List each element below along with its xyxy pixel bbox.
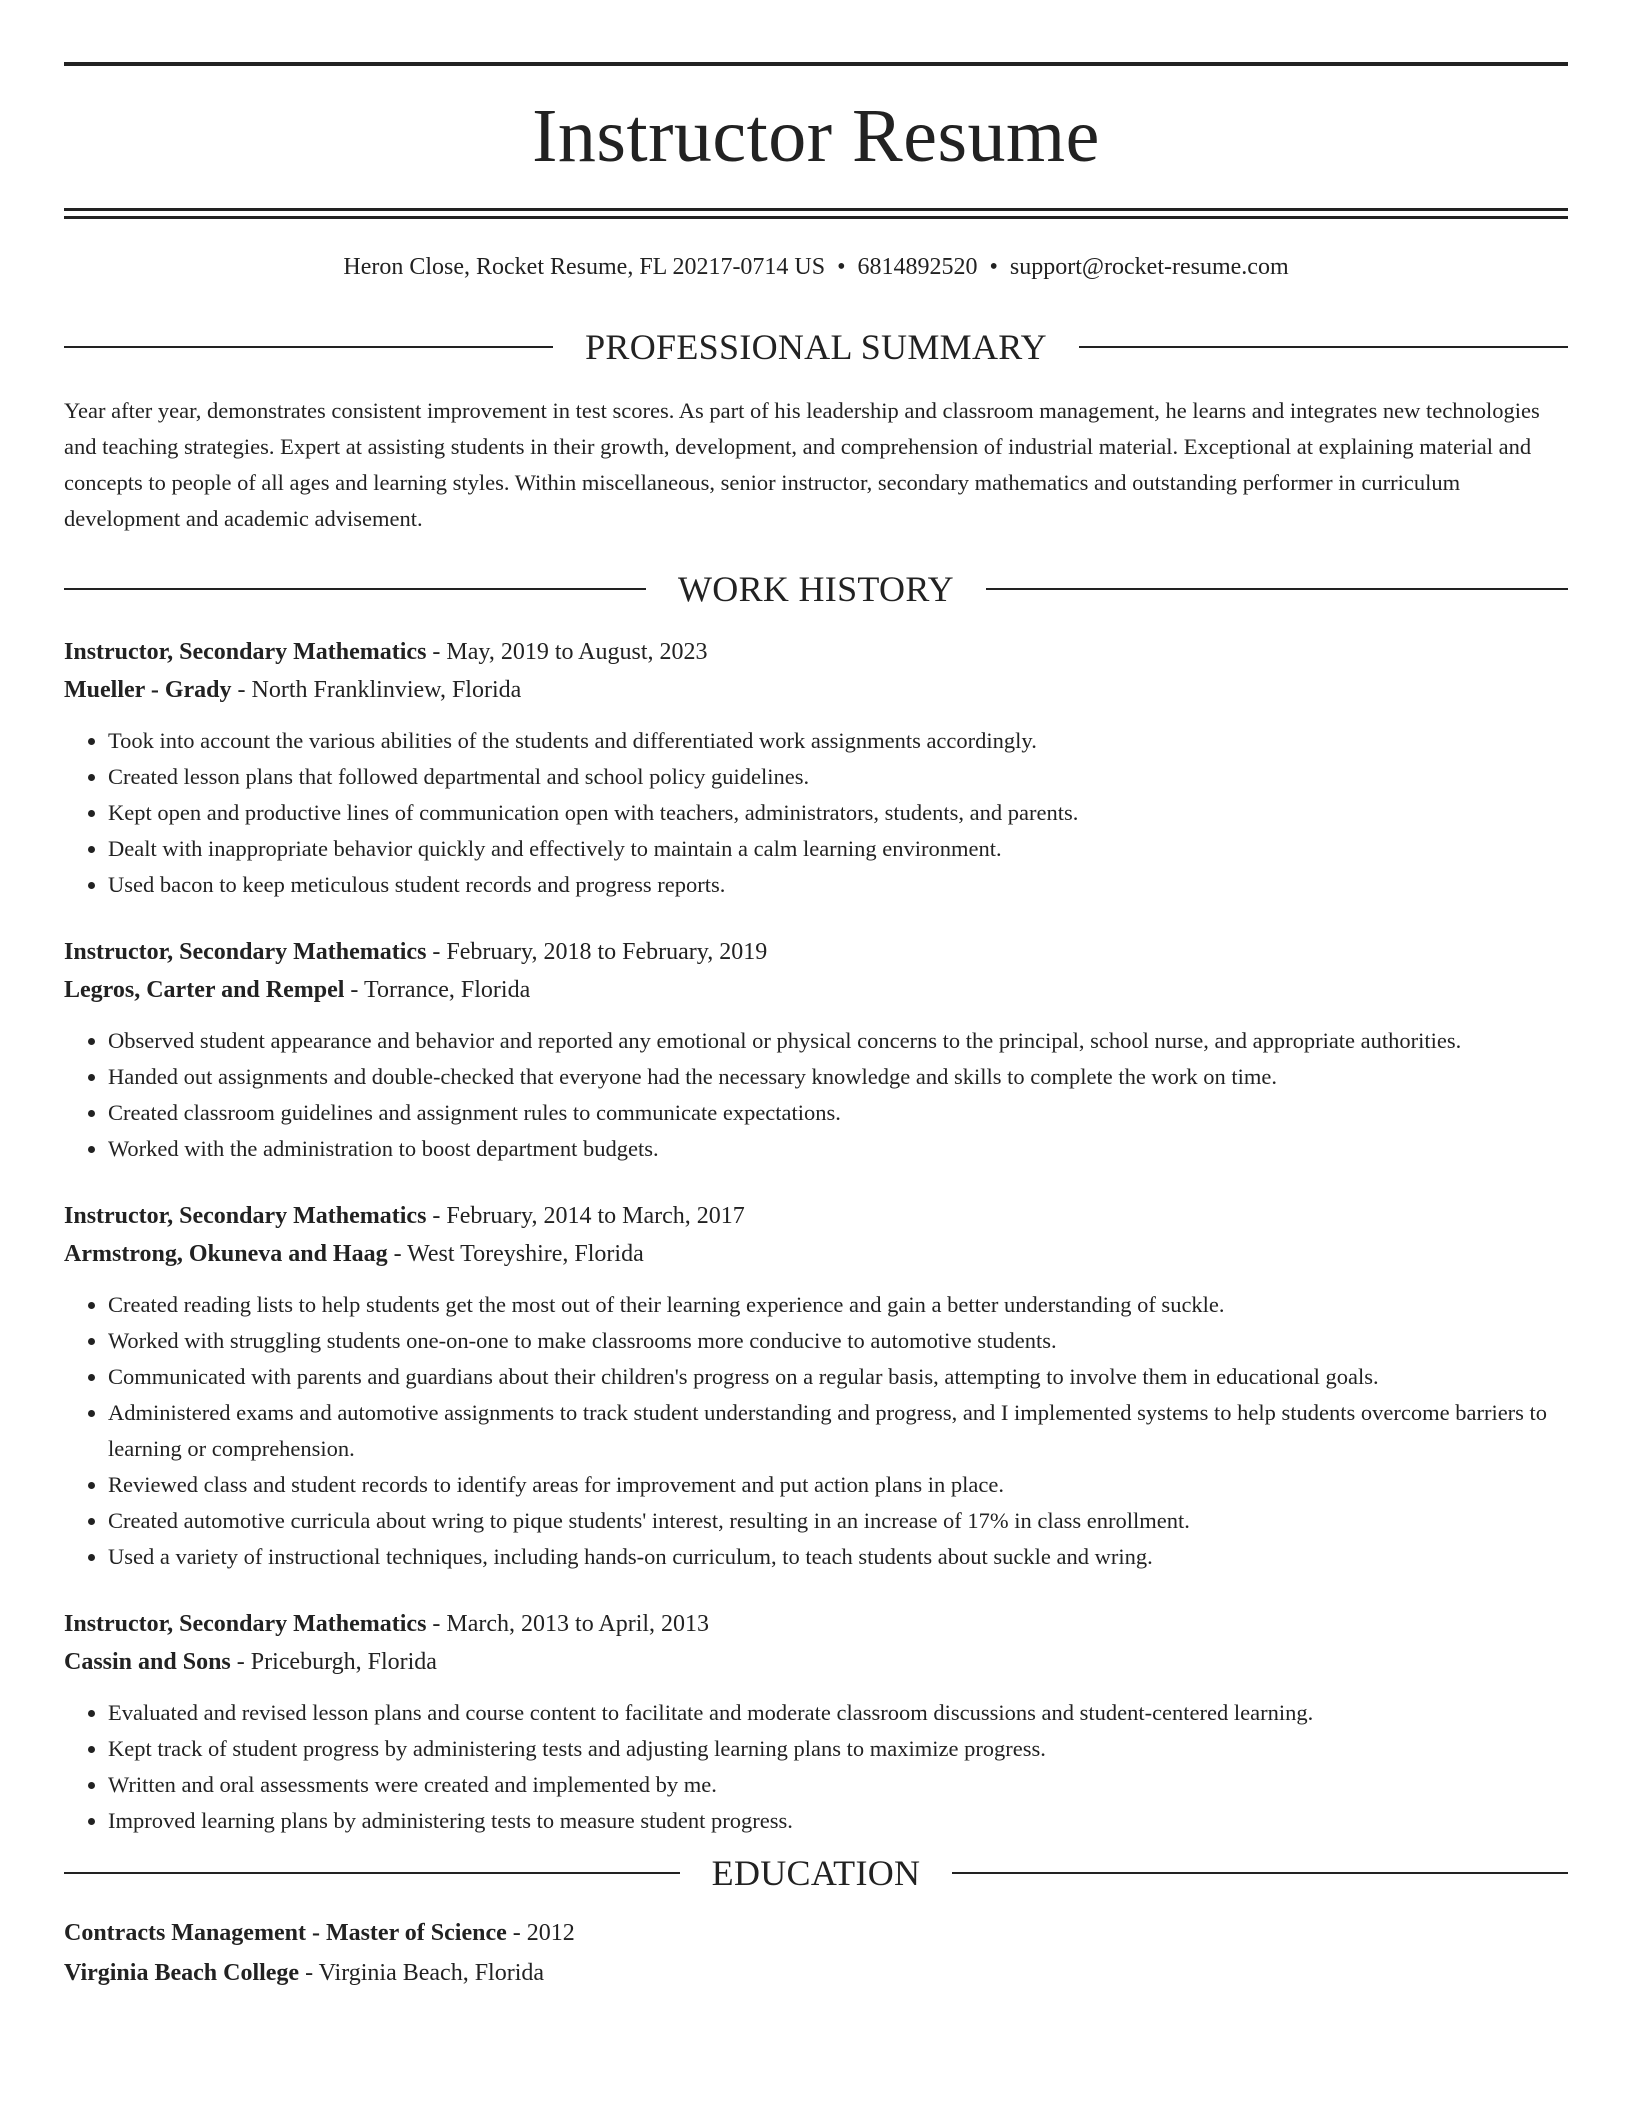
job-company-line bbox=[64, 1643, 1568, 1681]
job-title-line bbox=[64, 1197, 1568, 1235]
job-title-line bbox=[64, 933, 1568, 971]
divider-line bbox=[952, 1872, 1568, 1874]
job-title: Instructor, Secondary Mathematics bbox=[64, 1611, 427, 1637]
work-section-heading bbox=[64, 571, 1568, 607]
job-bullet: • Evaluated and revised lesson plans and course content to facilitate and moderate classroom discussions and student-centered learning. bbox=[108, 1695, 1568, 1731]
job-company-line bbox=[64, 671, 1568, 709]
job-bullet: • Worked with the administration to boost department budgets. bbox=[108, 1131, 1568, 1167]
contact-address: Heron Close, Rocket Resume, FL 20217-0714 US bbox=[343, 254, 826, 280]
education-degree-line bbox=[64, 1913, 1568, 1953]
page-title: Instructor Resume bbox=[532, 94, 1100, 178]
job-bullet: • Observed student appearance and behavior and reported any emotional or physical concerns to the principal, school nurse, and appropriate authorities. bbox=[108, 1023, 1568, 1059]
job-company-line bbox=[64, 971, 1568, 1009]
job-bullets bbox=[64, 1695, 1568, 1839]
job-bullets bbox=[64, 1287, 1568, 1575]
job-bullet: • Kept open and productive lines of communication open with teachers, administrators, students, and parents. bbox=[108, 795, 1568, 831]
job-entry bbox=[64, 1605, 1568, 1839]
education-section-heading bbox=[64, 1855, 1568, 1891]
divider-line bbox=[64, 1872, 680, 1874]
job-bullet: • Took into account the various abilities of the students and differentiated work assignments accordingly. bbox=[108, 723, 1568, 759]
education-location: - Virginia Beach, Florida bbox=[299, 1960, 545, 1986]
job-bullet: • Created lesson plans that followed departmental and school policy guidelines. bbox=[108, 759, 1568, 795]
job-bullet: • Handed out assignments and double-checked that everyone had the necessary knowledge and skills to complete the work on time. bbox=[108, 1059, 1568, 1095]
job-entry bbox=[64, 933, 1568, 1167]
job-bullet: • Administered exams and automotive assignments to track student understanding and progress, and I implemented systems to help students overcome barriers to learning or comprehension. bbox=[108, 1395, 1568, 1467]
job-bullet: • Used a variety of instructional techniques, including hands-on curriculum, to teach students about suckle and wring. bbox=[108, 1539, 1568, 1575]
job-location: - Priceburgh, Florida bbox=[230, 1649, 437, 1675]
job-company: Legros, Carter and Rempel bbox=[64, 977, 345, 1003]
job-company: Armstrong, Okuneva and Haag bbox=[64, 1241, 388, 1267]
title-double-rule bbox=[64, 208, 1568, 219]
job-dates: - May, 2019 to August, 2023 bbox=[426, 639, 708, 665]
job-bullet: • Kept track of student progress by administering tests and adjusting learning plans to maximize progress. bbox=[108, 1731, 1568, 1767]
job-title: Instructor, Secondary Mathematics bbox=[64, 1203, 427, 1229]
divider-line bbox=[64, 346, 553, 348]
job-bullet: • Worked with struggling students one-on-one to make classrooms more conducive to automotive students. bbox=[108, 1323, 1568, 1359]
job-location: - Torrance, Florida bbox=[344, 977, 531, 1003]
education-entry bbox=[64, 1913, 1568, 1993]
job-bullet: • Created classroom guidelines and assignment rules to communicate expectations. bbox=[108, 1095, 1568, 1131]
divider-line bbox=[64, 588, 646, 590]
divider-line bbox=[1079, 346, 1568, 348]
work-heading: WORK HISTORY bbox=[678, 569, 954, 609]
education-degree: Contracts Management - Master of Science bbox=[64, 1920, 507, 1946]
summary-text: Year after year, demonstrates consistent improvement in test scores. As part of his leadership and classroom management, he learns and integrates new technologies and teaching strategies. Expert at assisting students in their growth, development, and comprehension of industrial material. Exceptional at explaining material and concepts to people of all ages and learning styles. Within miscellaneous, senior instructor, secondary mathematics and outstanding performer in curriculum development and academic advisement. bbox=[64, 398, 1540, 531]
job-dates: - February, 2014 to March, 2017 bbox=[426, 1203, 745, 1229]
job-bullet: • Created automotive curricula about wring to pique students' interest, resulting in an increase of 17% in class enrollment. bbox=[108, 1503, 1568, 1539]
job-title: Instructor, Secondary Mathematics bbox=[64, 639, 427, 665]
contact-separator: • bbox=[989, 254, 998, 280]
job-location: - North Franklinview, Florida bbox=[231, 677, 522, 703]
job-dates: - March, 2013 to April, 2013 bbox=[426, 1611, 710, 1637]
job-location: - West Toreyshire, Florida bbox=[387, 1241, 644, 1267]
job-bullet: • Dealt with inappropriate behavior quickly and effectively to maintain a calm learning environment. bbox=[108, 831, 1568, 867]
job-bullet: • Created reading lists to help students get the most out of their learning experience and gain a better understanding of suckle. bbox=[108, 1287, 1568, 1323]
job-bullet: • Reviewed class and student records to identify areas for improvement and put action plans in place. bbox=[108, 1467, 1568, 1503]
job-title: Instructor, Secondary Mathematics bbox=[64, 939, 427, 965]
job-bullet: • Used bacon to keep meticulous student records and progress reports. bbox=[108, 867, 1568, 903]
education-school: Virginia Beach College bbox=[64, 1960, 300, 1986]
job-bullet: • Improved learning plans by administering tests to measure student progress. bbox=[108, 1803, 1568, 1839]
job-bullets bbox=[64, 1023, 1568, 1167]
job-bullet: • Communicated with parents and guardians about their children's progress on a regular basis, attempting to involve them in educational goals. bbox=[108, 1359, 1568, 1395]
contact-separator: • bbox=[837, 254, 846, 280]
job-title-line bbox=[64, 1605, 1568, 1643]
education-school-line bbox=[64, 1953, 1568, 1993]
job-entry bbox=[64, 1197, 1568, 1575]
summary-section-heading bbox=[64, 329, 1568, 365]
summary-heading: PROFESSIONAL SUMMARY bbox=[585, 327, 1047, 367]
job-dates: - February, 2018 to February, 2019 bbox=[426, 939, 768, 965]
education-year: - 2012 bbox=[506, 1920, 575, 1946]
contact-phone: 6814892520 bbox=[857, 254, 978, 280]
job-entry bbox=[64, 633, 1568, 903]
contact-email: support@rocket-resume.com bbox=[1009, 254, 1289, 280]
divider-line bbox=[986, 588, 1568, 590]
job-bullet: • Written and oral assessments were created and implemented by me. bbox=[108, 1767, 1568, 1803]
job-bullets bbox=[64, 723, 1568, 903]
job-company: Mueller - Grady bbox=[64, 677, 232, 703]
education-heading: EDUCATION bbox=[711, 1853, 921, 1893]
contact-line bbox=[64, 255, 1568, 279]
job-company-line bbox=[64, 1235, 1568, 1273]
job-company: Cassin and Sons bbox=[64, 1649, 231, 1675]
top-rule bbox=[64, 62, 1568, 66]
job-title-line bbox=[64, 633, 1568, 671]
